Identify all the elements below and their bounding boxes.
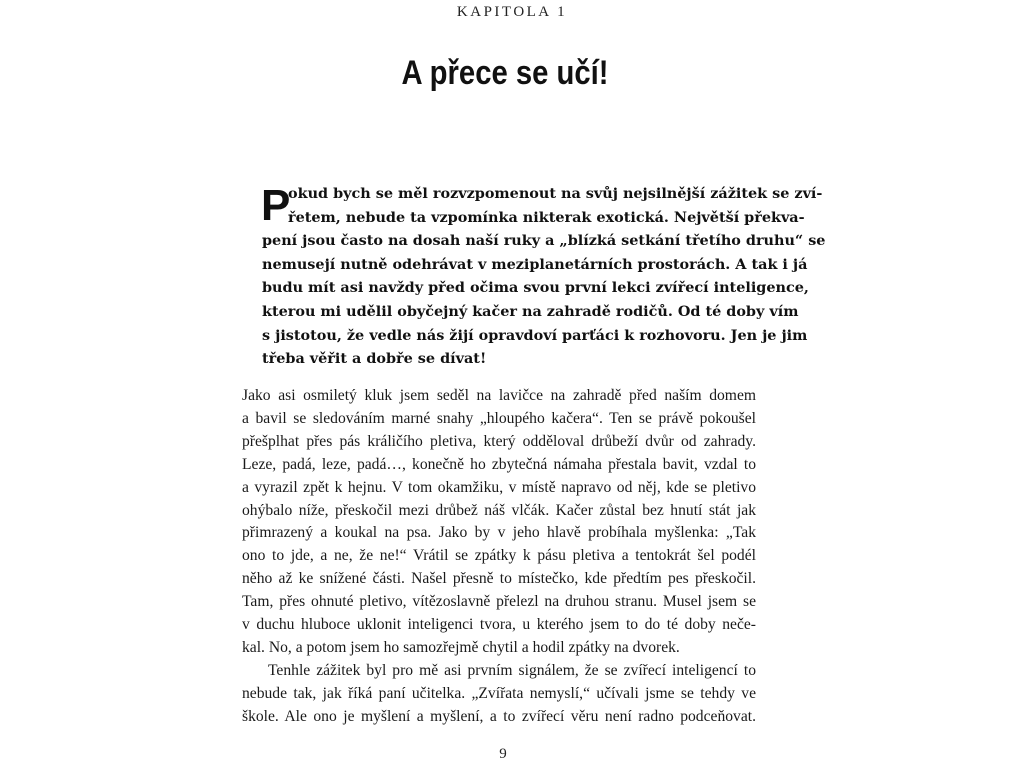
lead-line: budu mít asi navždy před očima svou první lekci zvířecí inteligence,	[262, 279, 809, 297]
body-line: něho až ke snížené části. Našel přesně to místečko, kde předtím pes přeskočil.	[242, 570, 756, 588]
chapter-title: A přece se učí!	[401, 54, 609, 92]
lead-line: pení jsou často na dosah naší ruky a „blízká setkání třetího druhu“ se	[262, 232, 826, 250]
body-line: a bavil se sledováním marné snahy „hloupého kačera“. Ten se právě pokoušel	[242, 409, 756, 427]
lead-line: třeba věřit a dobře se dívat!	[262, 350, 487, 368]
body-line: Jako asi osmiletý kluk jsem seděl na lavičce na zahradě před naším domem	[242, 387, 756, 404]
body-line: v duchu hluboce uklonit inteligenci tvora, u kterého jsem to do té doby neče-	[242, 616, 756, 634]
lead-line: s jistotou, že vedle nás žijí opravdoví parťáci k rozhovoru. Jen je jim	[262, 326, 808, 344]
lead-line: kterou mi udělil obyčejný kačer na zahradě rodičů. Od té doby vím	[262, 302, 799, 320]
lead-line: řetem, nebude ta vzpomínka nikterak exotická. Největší překva-	[288, 208, 805, 226]
body-line: Tam, přes ohnuté pletivo, vítězoslavně přelezl na druhou stranu. Musel jsem se	[242, 593, 756, 611]
body-line: přešplhat přes pás králičího pletiva, který odděloval drůbeží dvůr od zahrady.	[242, 432, 756, 450]
body-line: škole. Ale ono je myšlení a myšlení, a to zvířecí věru není radno podceňovat.	[242, 707, 756, 725]
lead-line: nemusejí nutně odehrávat v meziplanetárních prostorách. A tak i já	[262, 255, 808, 273]
chapter-label: KAPITOLA 1	[456, 4, 568, 20]
body-line: ohýbalo níže, přeskočil mezi drůbež náš vlčák. Kačer zůstal bez hnutí stát jak	[242, 501, 756, 519]
lead-paragraph	[261, 181, 826, 371]
body-line: kal. No, a potom jsem ho samozřejmě chytil a hodil zpátky na dvorek.	[242, 638, 680, 656]
page-number: 9	[499, 746, 507, 762]
body-line: Leze, padá, leze, padá…, konečně ho zbytečná námaha přestala bavit, vzdal to	[242, 455, 756, 473]
body-line: a vyrazil zpět k hejnu. V tom okamžiku, v místě napravo od něj, kde se pletivo	[242, 478, 756, 496]
drop-cap: P	[261, 181, 291, 230]
body-text	[242, 385, 756, 729]
lead-line: okud bych se měl rozvzpomenout na svůj nejsilnější zážitek se zví-	[288, 185, 823, 202]
body-line: nebude tak, jak říká paní učitelka. „Zvířata nemyslí,“ učívali jsme se tehdy ve	[242, 684, 756, 702]
body-line: přimrazený a koukal na psa. Jako by v jeho hlavě probíhala myšlenka: „Tak	[242, 524, 756, 542]
body-line: ono to jde, a ne, že ne!“ Vrátil se zpátky k pásu pletiva a tentokrát šel podél	[242, 547, 756, 565]
body-line: Tenhle zážitek byl pro mě asi prvním signálem, že se zvířecí inteligencí to	[268, 661, 756, 679]
